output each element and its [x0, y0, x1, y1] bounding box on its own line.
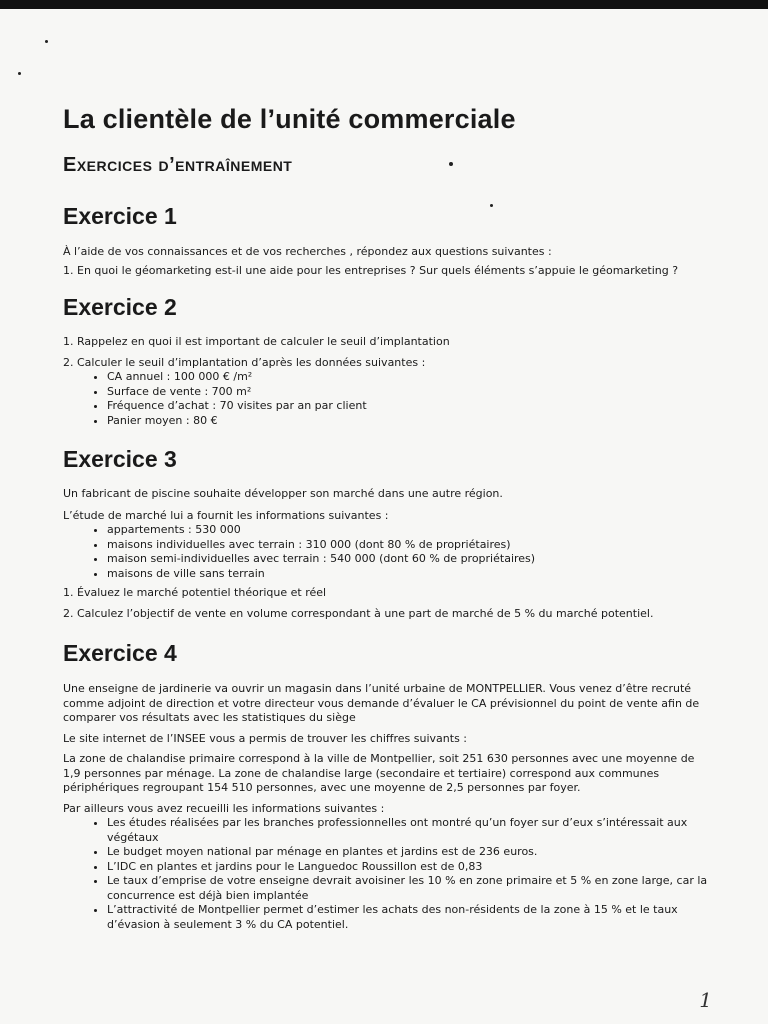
scan-speck [449, 162, 453, 166]
exercise-1-body [63, 245, 715, 278]
scan-speck [45, 40, 48, 43]
exercise-2-question-1: 1. Rappelez en quoi il est important de calculer le seuil d’implantation [63, 335, 450, 348]
exercise-3-question-2: 2. Calculez l’objectif de vente en volume correspondant à une part de marché de 5 % du marché potentiel. [63, 606, 654, 620]
exercise-3-body [63, 487, 715, 621]
exercise-4-paragraph-1: Une enseigne de jardinerie va ouvrir un magasin dans l’unité urbaine de MONTPELLIER. Vous venez d’être recruté comme adjoint de direction et votre directeur vous demande d’évaluer le CA prévisionnel du point de vente afin de comparer vos résultats avec les statistiques du siège [63, 682, 700, 724]
exercise-2-heading: Exercice 2 [63, 294, 177, 320]
list-item: • maisons de ville sans terrain [107, 567, 715, 582]
exercise-3-data-list [63, 523, 715, 581]
exercise-1-heading: Exercice 1 [63, 203, 177, 229]
list-item: • Le taux d’emprise de votre enseigne devrait avoisiner les 10 % en zone primaire et 5 % en zone large, car la concurrence est déjà bien implantée [107, 874, 715, 903]
page-subtitle: Exercices d’entraînement [63, 154, 293, 176]
exercise-1-question-1: 1. En quoi le géomarketing est-il une aide pour les entreprises ? Sur quels éléments s’appuie le géomarketing ? [63, 263, 679, 277]
list-item: • Le budget moyen national par ménage en plantes et jardins est de 236 euros. [107, 845, 715, 860]
exercise-4-data-list [63, 816, 715, 932]
exercise-2-body [63, 335, 715, 428]
exercise-4-paragraph-4: Par ailleurs vous avez recueilli les informations suivantes : [63, 801, 385, 815]
exercise-2-data-list [63, 370, 715, 428]
exercise-3-heading: Exercice 3 [63, 446, 177, 472]
list-item: • Panier moyen : 80 € [107, 414, 715, 429]
list-item: • appartements : 530 000 [107, 523, 715, 538]
exercise-2-question-2: 2. Calculer le seuil d’implantation d’après les données suivantes : [63, 355, 426, 369]
list-item: • Fréquence d’achat : 70 visites par an par client [107, 399, 715, 414]
page-number-mark: 1 [699, 988, 712, 1012]
scan-top-edge [0, 0, 768, 9]
list-item: • maisons individuelles avec terrain : 310 000 (dont 80 % de propriétaires) [107, 538, 715, 553]
scan-speck [490, 204, 493, 207]
exercise-3-paragraph-2: L’étude de marché lui a fournit les informations suivantes : [63, 508, 389, 522]
list-item: • maison semi-individuelles avec terrain : 540 000 (dont 60 % de propriétaires) [107, 552, 715, 567]
exercise-4-body [63, 682, 715, 932]
exercise-1-intro: À l’aide de vos connaissances et de vos recherches , répondez aux questions suivantes : [63, 245, 552, 258]
scan-speck [18, 72, 21, 75]
list-item: • CA annuel : 100 000 € /m² [107, 370, 715, 385]
exercise-3-paragraph-1: Un fabricant de piscine souhaite développer son marché dans une autre région. [63, 487, 503, 500]
exercise-4-paragraph-2: Le site internet de l’INSEE vous a permis de trouver les chiffres suivants : [63, 731, 468, 745]
list-item: • Surface de vente : 700 m² [107, 385, 715, 400]
page-title: La clientèle de l’unité commerciale [63, 104, 516, 134]
list-item: • L’IDC en plantes et jardins pour le Languedoc Roussillon est de 0,83 [107, 860, 715, 875]
exercise-4-heading: Exercice 4 [63, 640, 177, 666]
list-item: • Les études réalisées par les branches professionnelles ont montré qu’un foyer sur d’eux s’intéressait aux végétaux [107, 816, 715, 845]
exercise-3-question-1: 1. Évaluez le marché potentiel théorique et réel [63, 586, 327, 599]
list-item: • L’attractivité de Montpellier permet d’estimer les achats des non-résidents de la zone à 15 % et le taux d’évasion à seulement 3 % du CA potentiel. [107, 903, 715, 932]
exercise-4-paragraph-3: La zone de chalandise primaire correspond à la ville de Montpellier, soit 251 630 personnes avec une moyenne de 1,9 personnes par ménage. La zone de chalandise large (secondaire et tertiaire) correspond aux communes périphériques regroupant 154 510 personnes, avec une moyenne de 2,5 personnes par foyer. [63, 752, 695, 794]
